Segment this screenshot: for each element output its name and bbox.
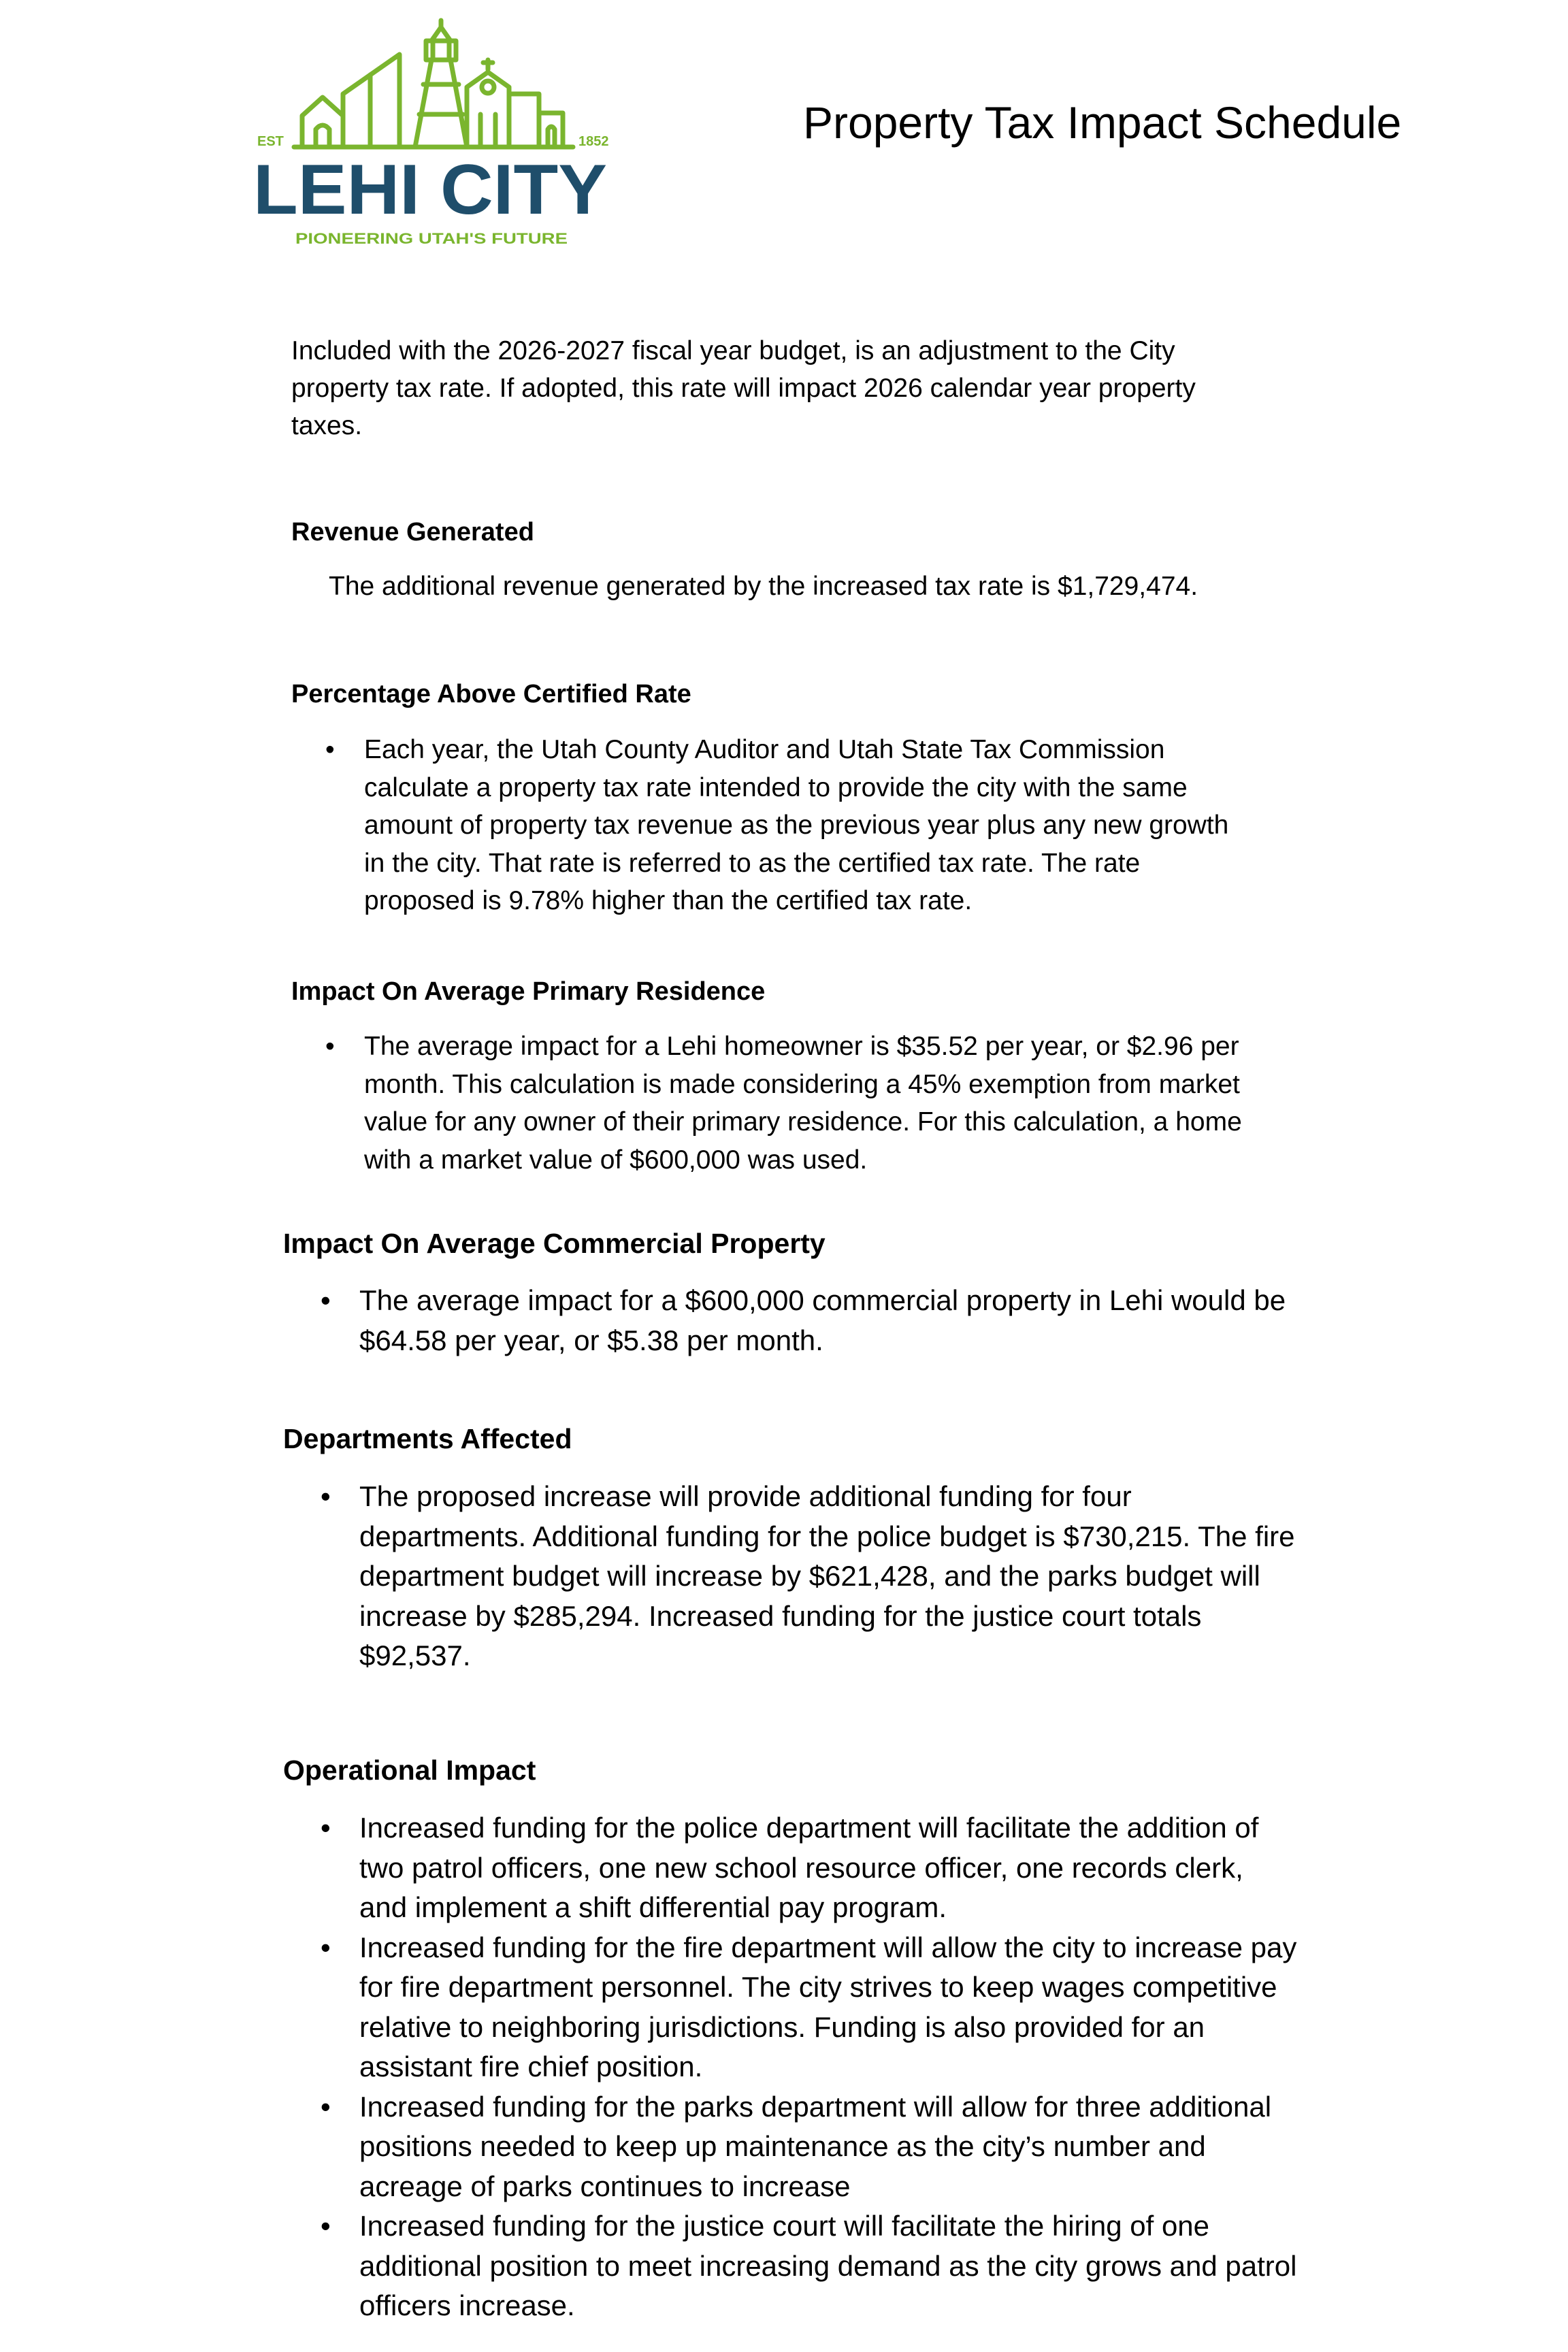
- skyline-icon: [253, 12, 621, 250]
- list-item-text: Increased funding for the police department will facilitate the addition of two patrol officers, one new school resource officer, one records clerk, and implement a shift differential pay program.: [359, 1812, 1259, 1923]
- residence-list: [325, 1028, 1249, 1179]
- bullet-icon: •: [321, 1812, 331, 1844]
- bullet-icon: •: [321, 1284, 331, 1316]
- lehi-city-logo: [253, 12, 621, 250]
- commercial-list: [321, 1281, 1298, 1360]
- certified-heading: Percentage Above Certified Rate: [291, 680, 691, 708]
- list-item: [321, 1808, 1298, 1928]
- list-item: [321, 1477, 1298, 1676]
- document-title: [803, 88, 1416, 157]
- certified-list: [325, 731, 1242, 920]
- bullet-icon: •: [321, 2210, 331, 2242]
- list-item-text: The average impact for a $600,000 commercial property in Lehi would be $64.58 per year, or $5.38 per month.: [359, 1284, 1286, 1356]
- bullet-icon: •: [321, 1480, 331, 1512]
- list-item: [321, 1281, 1298, 1360]
- operational-list: [321, 1808, 1298, 2326]
- logo-tagline: PIONEERING UTAH'S FUTURE: [295, 230, 568, 247]
- list-item: [321, 2087, 1298, 2207]
- logo-est-label: EST: [257, 134, 284, 149]
- list-item: [325, 731, 1242, 920]
- revenue-heading: Revenue Generated: [291, 518, 534, 546]
- departments-heading: Departments Affected: [283, 1423, 572, 1454]
- residence-heading: Impact On Average Primary Residence: [291, 977, 766, 1006]
- departments-list: [321, 1477, 1298, 1676]
- commercial-heading: Impact On Average Commercial Property: [283, 1228, 826, 1259]
- revenue-text: The additional revenue generated by the increased tax rate is $1,729,474.: [329, 572, 1198, 601]
- list-item-text: Increased funding for the justice court will facilitate the hiring of one additional position to meet increasing demand as the city grows and patrol officers increase.: [359, 2210, 1297, 2321]
- intro-paragraph: Included with the 2026-2027 fiscal year budget, is an adjustment to the City property tax rate. If adopted, this rate will impact 2026 calendar year property taxes.: [291, 336, 1196, 440]
- bullet-icon: •: [325, 1032, 335, 1061]
- list-item-text: The average impact for a Lehi homeowner is $35.52 per year, or $2.96 per month. This calculation is made considering a 45% exemption from market value for any owner of their primary residence. For this calculation, a home with a market value of $600,000 was used.: [364, 1032, 1242, 1175]
- operational-heading: Operational Impact: [283, 1754, 536, 1786]
- list-item: [321, 2206, 1298, 2326]
- list-item-text: Each year, the Utah County Auditor and Utah State Tax Commission calculate a property tax rate intended to provide the city with the same amount of property tax revenue as the previous year plus any new growth in the city. That rate is referred to as the certified tax rate. The rate proposed is 9.78% higher than the certified tax rate.: [364, 735, 1229, 915]
- logo-year-label: 1852: [578, 134, 609, 149]
- logo-wordmark: LEHI CITY: [253, 150, 607, 229]
- list-item-text: The proposed increase will provide additional funding for four departments. Additional funding for the police budget is $730,215. The fire department budget will increase by $621,428, and the parks budget will increase by $285,294. Increased funding for the justice court totals $92,537.: [359, 1480, 1295, 1671]
- list-item: [321, 1928, 1298, 2087]
- bullet-icon: •: [321, 2090, 331, 2123]
- document-title-text: Property Tax Impact Schedule: [803, 97, 1402, 148]
- bullet-icon: •: [325, 735, 335, 764]
- list-item-text: Increased funding for the parks department will allow for three additional positions needed to keep up maintenance as the city’s number and acreage of parks continues to increase: [359, 2090, 1272, 2202]
- list-item-text: Increased funding for the fire department will allow the city to increase pay for fire department personnel. The city strives to keep wages competitive relative to neighboring jurisdictions. Funding is also provided for an assistant fire chief position.: [359, 1931, 1297, 2082]
- list-item: [325, 1028, 1249, 1179]
- bullet-icon: •: [321, 1931, 331, 1963]
